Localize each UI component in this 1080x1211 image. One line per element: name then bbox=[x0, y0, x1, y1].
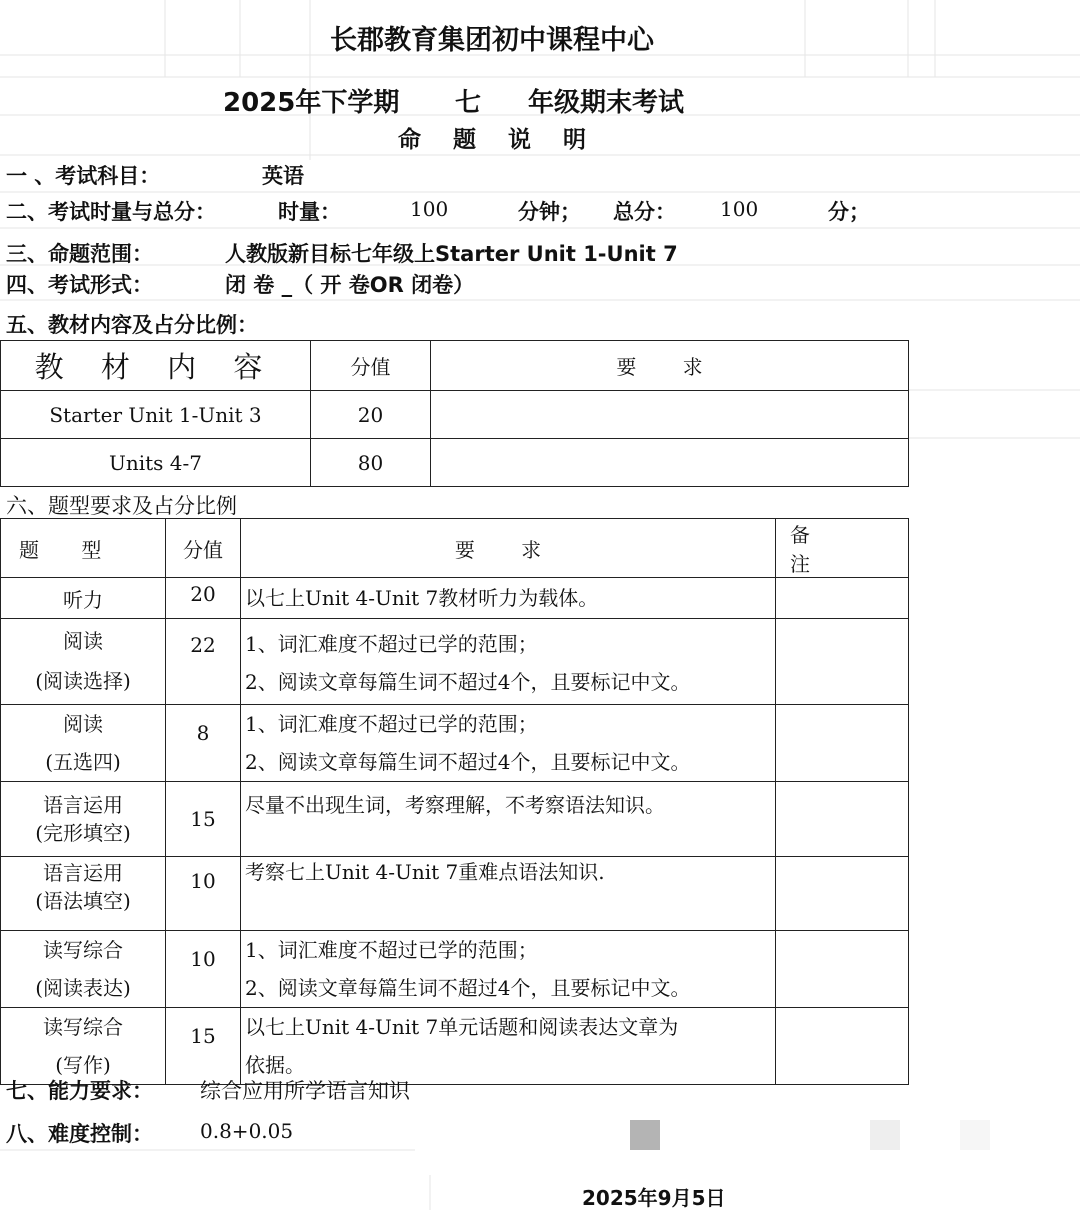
type-sub: (语法填空) bbox=[35, 889, 131, 913]
requirement-line: 以七上Unit 4-Unit 7单元话题和阅读表达文章为 bbox=[245, 1015, 679, 1039]
requirement-cell bbox=[241, 578, 776, 619]
table-row bbox=[1, 857, 909, 931]
requirement-cell bbox=[241, 931, 776, 1008]
requirement-cell bbox=[241, 619, 776, 705]
col-header-score: 分值 bbox=[166, 519, 241, 578]
requirement-line: 2、阅读文章每篇生词不超过4个，且要标记中文。 bbox=[245, 750, 691, 774]
term-label: 2025年下学期 bbox=[223, 88, 400, 118]
note-cell bbox=[776, 578, 909, 619]
org-title: 长郡教育集团初中课程中心 bbox=[330, 25, 654, 56]
note-cell bbox=[776, 931, 909, 1008]
table-row bbox=[1, 391, 909, 439]
section-4-label: 四、考试形式： bbox=[6, 273, 153, 297]
requirement-line: 1、词汇难度不超过已学的范围； bbox=[245, 712, 538, 736]
col-header-note: 备 注 bbox=[776, 519, 909, 578]
score-cell: 80 bbox=[311, 439, 431, 487]
table-row bbox=[1, 705, 909, 782]
note-cell bbox=[776, 1008, 909, 1085]
requirement-line: 2、阅读文章每篇生词不超过4个，且要标记中文。 bbox=[245, 976, 691, 1000]
score-cell: 10 bbox=[166, 857, 241, 931]
doc-title: 命 题 说 明 bbox=[398, 127, 589, 153]
score-cell: 20 bbox=[166, 578, 241, 619]
redacted-block bbox=[870, 1120, 900, 1150]
table-row bbox=[1, 439, 909, 487]
type-cell bbox=[1, 782, 166, 857]
table-row bbox=[1, 931, 909, 1008]
score-cell: 15 bbox=[166, 1008, 241, 1085]
col-header-requirement: 要 求 bbox=[241, 519, 776, 578]
redacted-block bbox=[630, 1120, 660, 1150]
type-cell bbox=[1, 931, 166, 1008]
type-main: 听力 bbox=[63, 587, 103, 612]
type-main: 读写综合 bbox=[43, 938, 123, 962]
type-sub: (五选四) bbox=[45, 750, 121, 774]
table-row bbox=[1, 578, 909, 619]
score-cell: 22 bbox=[166, 619, 241, 705]
col-header-content: 教 材 内 容 bbox=[1, 341, 311, 391]
score-unit: 分； bbox=[828, 200, 870, 224]
requirement-cell bbox=[431, 391, 909, 439]
requirement-cell bbox=[241, 1008, 776, 1085]
note-cell bbox=[776, 619, 909, 705]
score-cell: 20 bbox=[311, 391, 431, 439]
col-header-requirement: 要 求 bbox=[431, 341, 909, 391]
requirement-line: 2、阅读文章每篇生词不超过4个，且要标记中文。 bbox=[245, 670, 691, 694]
section-2-label: 二、考试时量与总分： bbox=[6, 200, 216, 224]
type-cell bbox=[1, 857, 166, 931]
section-3-label: 三、命题范围： bbox=[6, 242, 153, 266]
requirement-line: 1、词汇难度不超过已学的范围； bbox=[245, 632, 538, 656]
col-header-type: 题 型 bbox=[1, 519, 166, 578]
requirement-cell bbox=[241, 705, 776, 782]
requirement-line: 考察七上Unit 4-Unit 7重难点语法知识. bbox=[245, 860, 605, 884]
time-unit: 分钟； bbox=[518, 200, 581, 224]
content-cell: Starter Unit 1-Unit 3 bbox=[1, 391, 311, 439]
type-main: 语言运用 bbox=[43, 793, 123, 817]
subject-value: 英语 bbox=[262, 164, 304, 188]
ability-value: 综合应用所学语言知识 bbox=[200, 1079, 410, 1103]
score-cell: 10 bbox=[166, 931, 241, 1008]
exam-name: 年级期末考试 bbox=[528, 88, 685, 118]
type-sub: (完形填空) bbox=[35, 821, 131, 845]
table-row bbox=[1, 619, 909, 705]
section-8-label: 八、难度控制： bbox=[6, 1122, 153, 1146]
type-main: 读写综合 bbox=[43, 1015, 123, 1039]
note-cell bbox=[776, 782, 909, 857]
score-cell: 8 bbox=[166, 705, 241, 782]
content-table bbox=[0, 340, 909, 487]
table-row bbox=[1, 1008, 909, 1085]
date-label: 2025年9月5日 bbox=[582, 1186, 726, 1210]
type-cell bbox=[1, 578, 166, 619]
score-label: 总分： bbox=[613, 200, 676, 224]
section-5-label: 五、教材内容及占分比例： bbox=[6, 312, 258, 337]
format-value: 闭 卷 _（ 开 卷OR 闭卷） bbox=[225, 273, 475, 297]
type-sub: (阅读选择) bbox=[35, 669, 131, 693]
content-cell: Units 4-7 bbox=[1, 439, 311, 487]
col-header-score: 分值 bbox=[311, 341, 431, 391]
content-table-header bbox=[1, 341, 909, 391]
requirement-line: 以七上Unit 4-Unit 7教材听力为载体。 bbox=[245, 586, 599, 610]
type-cell bbox=[1, 705, 166, 782]
time-label: 时量： bbox=[278, 200, 341, 224]
time-value: 100 bbox=[410, 197, 449, 221]
scope-value: 人教版新目标七年级上Starter Unit 1-Unit 7 bbox=[225, 242, 678, 266]
question-type-table bbox=[0, 518, 909, 1085]
section-1-label: 一 、考试科目： bbox=[6, 164, 161, 188]
table-row bbox=[1, 782, 909, 857]
requirement-line: 依据。 bbox=[245, 1053, 305, 1077]
type-sub: (写作) bbox=[55, 1053, 111, 1077]
note-cell bbox=[776, 705, 909, 782]
type-main: 阅读 bbox=[63, 629, 103, 653]
type-sub: (阅读表达) bbox=[35, 976, 131, 1000]
difficulty-value: 0.8+0.05 bbox=[200, 1119, 294, 1143]
redacted-block bbox=[960, 1120, 990, 1150]
requirement-line: 尽量不出现生词，考察理解，不考察语法知识。 bbox=[245, 793, 665, 817]
type-main: 阅读 bbox=[63, 712, 103, 736]
type-cell bbox=[1, 619, 166, 705]
section-6-label: 六、题型要求及占分比例 bbox=[6, 494, 237, 518]
score-cell: 15 bbox=[166, 782, 241, 857]
requirement-cell bbox=[431, 439, 909, 487]
requirement-cell bbox=[241, 782, 776, 857]
type-cell bbox=[1, 1008, 166, 1085]
type-main: 语言运用 bbox=[43, 861, 123, 885]
note-cell bbox=[776, 857, 909, 931]
requirement-line: 1、词汇难度不超过已学的范围； bbox=[245, 938, 538, 962]
grade-value: 七 bbox=[455, 88, 482, 118]
section-7-label: 七、能力要求： bbox=[6, 1079, 153, 1103]
requirement-cell bbox=[241, 857, 776, 931]
question-table-header bbox=[1, 519, 909, 578]
score-value: 100 bbox=[720, 197, 759, 221]
